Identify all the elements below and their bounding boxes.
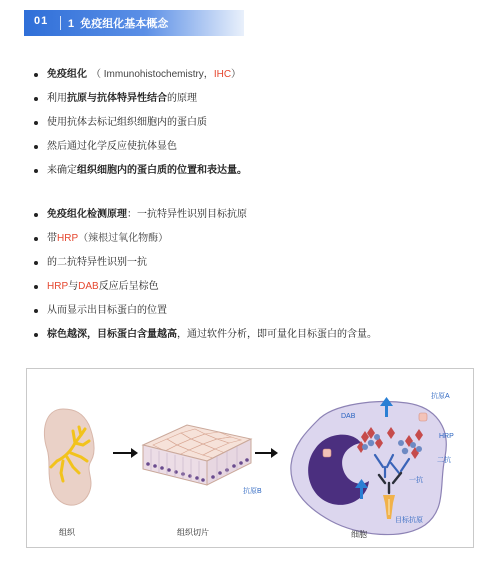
- list-item: 然后通过化学反应使抗体显色: [34, 135, 247, 159]
- principle-list: [34, 203, 377, 347]
- arrow-right-icon: [113, 448, 138, 458]
- antigen-b-label: 抗原B: [243, 488, 262, 495]
- section-number: 01: [34, 15, 49, 27]
- ihc-diagram: [26, 368, 474, 548]
- list-item: 使用抗体去标记组织细胞内的蛋白质: [34, 111, 247, 135]
- list-item: 利用 抗原与抗体特异性结合 的原理: [34, 87, 247, 111]
- list-item: 来确定 组织细胞内的蛋白质的位置和表达量。: [34, 159, 247, 183]
- section-header: [24, 10, 244, 36]
- header-divider: [60, 16, 61, 30]
- tissue-slice-icon: [143, 425, 251, 485]
- cell-label: 细胞: [351, 530, 367, 539]
- slice-label: 组织切片: [177, 528, 209, 537]
- antigen-a-label: 抗原A: [431, 393, 450, 400]
- antigen-square-icon: [419, 413, 427, 421]
- concept-list: [34, 63, 247, 183]
- list-item: 的二抗特异性识别一抗: [34, 251, 377, 275]
- primary-antibody-label: 一抗: [409, 477, 423, 484]
- tissue-label: 组织: [59, 528, 75, 537]
- list-item: 免疫组化检测原理 ：一抗特异性识别目标抗原: [34, 203, 377, 227]
- list-item: 免疫组化 （ Immunohistochemistry， IHC ）: [34, 63, 247, 87]
- list-item: 带 HRP （辣根过氧化物酶）: [34, 227, 377, 251]
- tissue-kidney-icon: [44, 409, 94, 505]
- hrp-label: HRP: [439, 433, 454, 440]
- arrow-right-icon: [255, 448, 278, 458]
- antigen-square-icon: [323, 449, 331, 457]
- dab-label: DAB: [341, 413, 356, 420]
- section-title: 1 免疫组化基本概念: [68, 18, 169, 30]
- list-item: 棕色越深，目标蛋白含量越高 ，通过软件分析，即可量化目标蛋白的含量。: [34, 323, 377, 347]
- cell-icon: [291, 397, 446, 535]
- list-item: HRP 与 DAB 反应后呈棕色: [34, 275, 377, 299]
- secondary-antibody-label: 二抗: [437, 457, 451, 464]
- target-antigen-label: 目标抗原: [395, 517, 423, 524]
- list-item: 从而显示出目标蛋白的位置: [34, 299, 377, 323]
